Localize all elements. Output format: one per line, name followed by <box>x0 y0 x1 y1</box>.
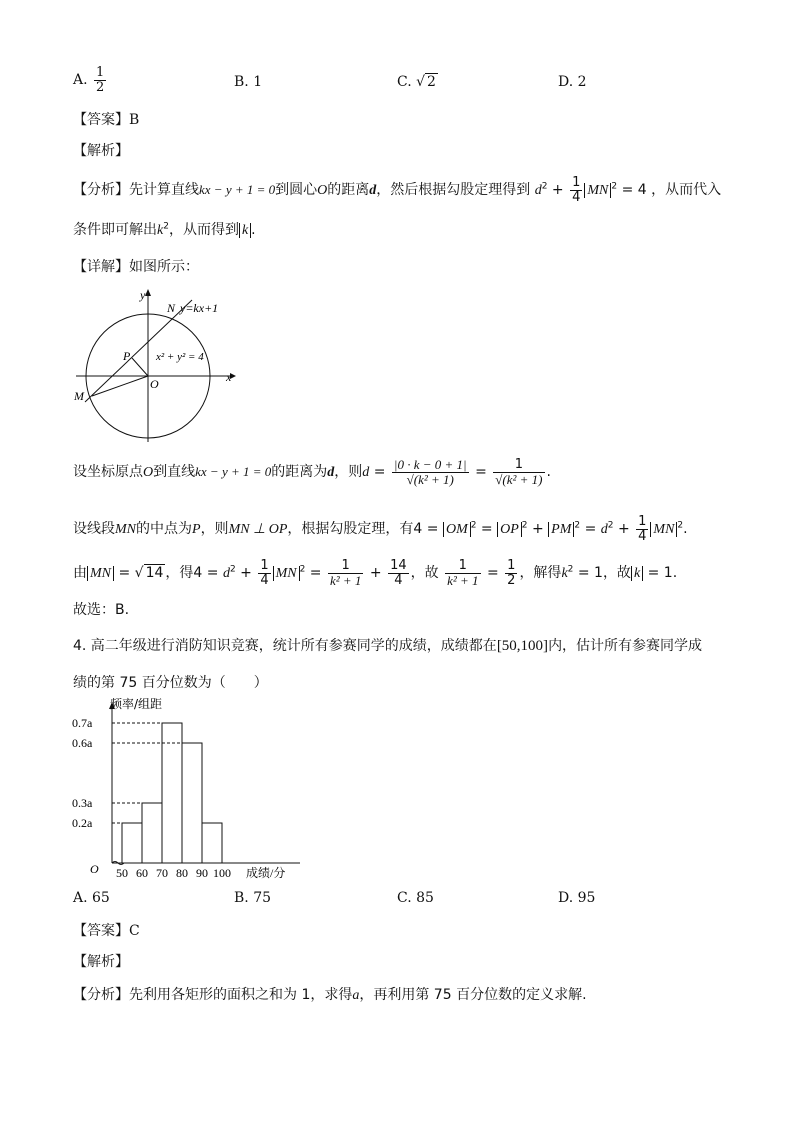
q4-stem-line2: 绩的第 75 百分位数为（ ） <box>73 675 268 691</box>
origin-label: O <box>90 862 99 876</box>
y-tick-label: 0.3a <box>72 796 93 810</box>
q4-option-b: B. 75 <box>234 890 272 906</box>
label-m: M <box>74 389 84 403</box>
histogram-bar-80-90 <box>182 743 202 863</box>
y-tick-label: 0.6a <box>72 736 93 750</box>
x-tick-label: 70 <box>156 866 168 880</box>
q3-sentence-solve: 由 MN = √ 14 ，得$4 = d^2$ + $\frac{1}{4}$ MN $^2$ = $\frac{1}{\text{k² + 1}}$ + $\frac{14}{4}$ ，故 $\frac{1}{\text{k² + 1}}$ = $\frac{1}{2}$ ，解得$k^2 = 1$，故 k = 1. <box>73 558 678 588</box>
histogram-chart <box>70 693 330 885</box>
q3-sentence-distance: 设坐标原点O到直线kx − y + 1 = 0的距离为d，则d = $\frac{|0 \cdot k - 0 + 1|}{\text{√(k² + 1)}}$ = $\frac{1}{\text{√(k² + 1)}}$ . <box>73 457 551 487</box>
label-x: x <box>226 370 232 384</box>
label-line-eq: y=kx+1 <box>180 301 219 315</box>
label-circle-eq: x² + y² = 4 <box>156 351 204 363</box>
fraction-one-half: $\frac{1}{2}$ <box>96 65 105 95</box>
q4-option-a: A. 65 <box>73 890 110 906</box>
label-origin: O <box>150 377 159 391</box>
q3-fenxi-line2: 条件即可解出$k^2$，从而得到 k . <box>73 221 256 238</box>
q4-stem-line1: 4. 高二年级进行消防知识竞赛，统计所有参赛同学的成绩，成绩都在[50,100]内，估计所有参赛同学成 <box>73 638 703 654</box>
histogram-bar-60-70 <box>142 803 162 863</box>
histogram-bar-70-80 <box>162 723 182 863</box>
q3-sentence-midpoint: 设线段MN的中点为P，则MN ⊥ OP，根据勾股定理，有4 = OM $^2$ = OP $^2$ + PM $^2 = d^2$ + $\frac{1}{4}$ MN $^2$. <box>73 514 688 544</box>
histogram-bar-50-60 <box>122 823 142 863</box>
segment-op <box>132 358 148 376</box>
q3-xiangjie: 【详解】如图所示： <box>73 259 199 275</box>
label-p: P <box>123 349 131 363</box>
q3-conclusion: 故选：B. <box>73 602 130 618</box>
x-axis-title: 成绩/分 <box>246 866 286 880</box>
x-tick-label: 100 <box>213 866 231 880</box>
y-tick-label: 0.7a <box>72 716 93 730</box>
q4-fenxi: 【分析】先利用各矩形的面积之和为 1，求得a，再利用第 75 百分位数的定义求解. <box>73 987 587 1003</box>
q3-answer: 【答案】B <box>73 112 140 128</box>
x-tick-label: 80 <box>176 866 188 880</box>
q4-option-d: D. 95 <box>558 890 596 906</box>
histogram-bar-90-100 <box>202 823 222 863</box>
label-n: N <box>167 301 176 315</box>
circle-figure <box>70 284 240 444</box>
label-y: y <box>140 288 146 302</box>
q3-option-d: D. 2 <box>558 74 587 90</box>
y-tick-label: 0.2a <box>72 816 93 830</box>
q3-fenxi-line1: 【分析】先计算直线kx − y + 1 = 0到圆心O的距离d，然后根据勾股定理得到 $d^2$ + $\frac{1}{4}$ MN $^2$ = 4 ，从而代入 <box>73 175 722 205</box>
x-tick-label: 50 <box>116 866 128 880</box>
x-tick-label: 60 <box>136 866 148 880</box>
q4-jiexi-heading: 【解析】 <box>73 954 129 970</box>
q4-option-c: C. 85 <box>397 890 434 906</box>
q3-option-c: C. √ 2 <box>397 74 436 90</box>
q4-answer: 【答案】C <box>73 923 140 939</box>
x-tick-label: 90 <box>196 866 208 880</box>
segment-om <box>92 376 148 396</box>
y-axis-arrow <box>145 289 151 296</box>
q3-option-a: A. $\frac{1}{2}$ <box>73 65 105 95</box>
y-axis-title: 频率/组距 <box>110 697 163 711</box>
q3-jiexi-heading: 【解析】 <box>73 143 129 159</box>
q3-option-b: B. 1 <box>234 74 263 90</box>
